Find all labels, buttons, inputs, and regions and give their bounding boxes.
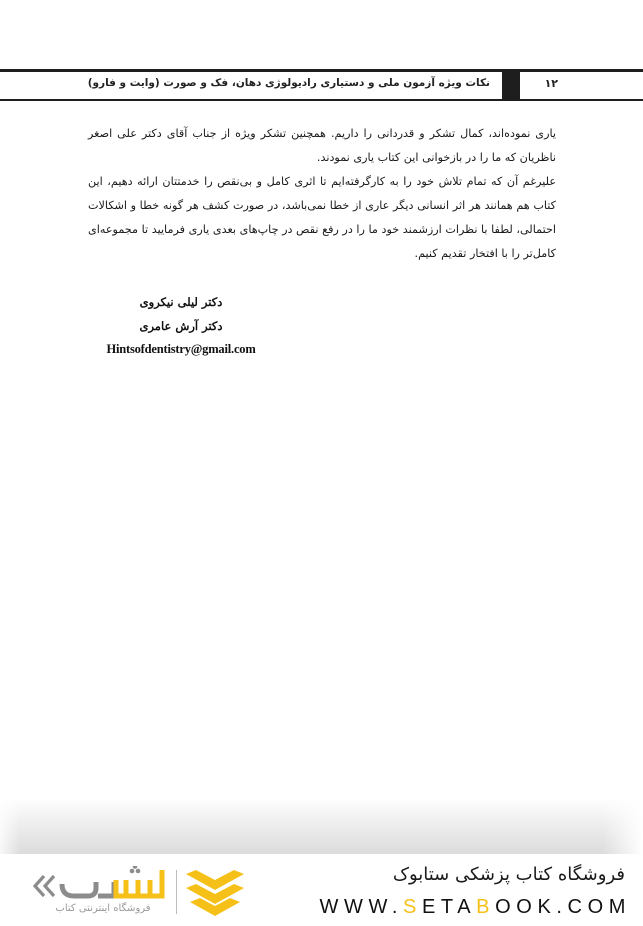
- setabook-logo[interactable]: [28, 858, 248, 924]
- setabook-wordmark-icon: [58, 866, 168, 902]
- url-accent-s: S: [403, 896, 422, 918]
- contact-email[interactable]: Hintsofdentistry@gmail.com: [106, 342, 256, 356]
- url-prefix: WWW.: [319, 896, 403, 918]
- chevron-emblem-icon: [186, 870, 244, 918]
- logo-divider: [176, 870, 177, 914]
- paragraph-acknowledgement: یاری نموده‌اند، کمال تشکر و قدردانی را داریم. همچنین تشکر ویژه از جناب آقای دکتر علی اصغر ناظریان که ما را در بازخوانی این کتاب یاری نمودند.: [88, 127, 556, 164]
- footer-banner: [0, 856, 643, 926]
- shop-name: فروشگاه کتاب پزشکی ستابوک: [392, 864, 625, 885]
- author-name-2: دکتر آرش عامری: [139, 319, 223, 333]
- header-rule-top: [0, 69, 643, 72]
- running-title: نکات ویژه آزمون ملی و دستیاری رادیولوژی دهان، فک و صورت (وایت و فارو): [87, 77, 490, 89]
- running-header: [0, 69, 643, 101]
- url-eta: ETA: [421, 896, 477, 918]
- footer-gradient-band: [0, 798, 643, 854]
- page-number: ۱۲: [544, 77, 558, 90]
- header-black-tab: [502, 69, 520, 101]
- logo-tagline: فروشگاه اینترنتی کتاب: [55, 903, 151, 914]
- shop-url-link[interactable]: [320, 896, 631, 919]
- header-rule-bottom: [0, 99, 643, 101]
- double-chevron-left-icon: [32, 874, 60, 898]
- url-suffix: OOK.COM: [495, 896, 631, 918]
- paragraph-errata-request: علیرغم آن که تمام تلاش خود را به کارگرفته‌ایم تا اثری کامل و بی‌نقص را خدمتتان ارائه دهیم، این کتاب هم همانند هر اثر انسانی دیگر عاری از خطا نمی‌باشد، در صورت کشف هر گونه خطا و اشکالات احتمالی، لطفا با نظرات ارزشمند خود ما را در رفع نقص در چاپ‌های بعدی یاری فرمایید تا مجموعه‌ای کامل‌تر را با افتخار تقدیم کنیم.: [88, 175, 556, 260]
- author-name-1: دکتر لیلی نیکروی: [139, 295, 223, 309]
- url-accent-b: B: [476, 896, 496, 918]
- signatures: [96, 290, 266, 360]
- body-text: [88, 122, 556, 266]
